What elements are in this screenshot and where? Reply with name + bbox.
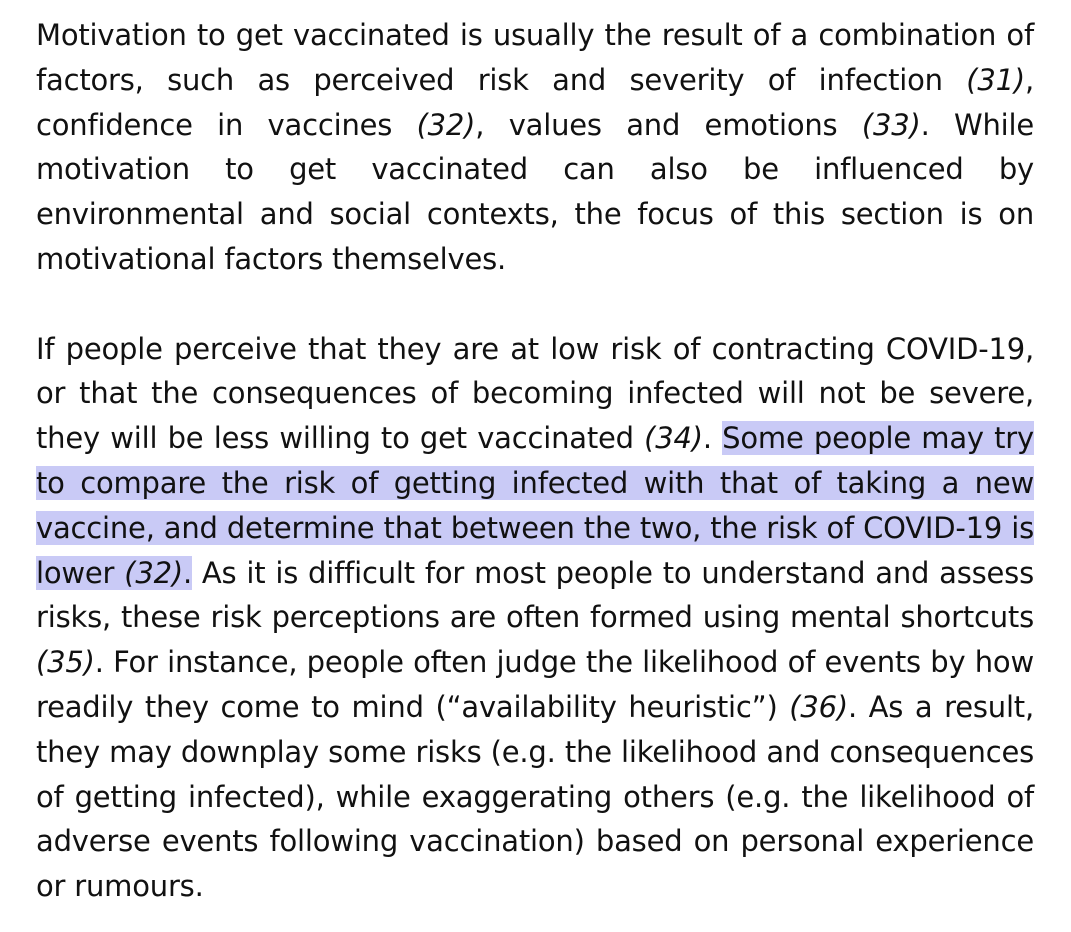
paragraph-text: , values and emotions: [475, 107, 862, 142]
citation-32: (32): [416, 107, 476, 142]
paragraph-motivation: [36, 13, 1034, 282]
paragraph-text: . For instance, people often judge the likelihood of events by how readily they come to mind (“availability heuristic”): [36, 645, 1034, 724]
paragraph-text: . As a result, they may downplay some risks (e.g. the likelihood and consequences of getting infected), while exaggerating others (e.g. the likelihood of adverse events following vaccination) based on personal experience or rumours.: [36, 689, 1034, 904]
document-body: [36, 13, 1034, 909]
citation-35: (35): [36, 645, 95, 680]
paragraph-text: , confidence in vaccines: [36, 62, 1034, 142]
citation-34: (34): [644, 421, 703, 456]
highlighted-period[interactable]: .: [182, 555, 192, 590]
paragraph-risk-perception: [36, 327, 1034, 909]
paragraph-text: .: [702, 421, 723, 456]
citation-33: (33): [861, 107, 921, 142]
paragraph-text: As it is difficult for most people to understand and assess risks, these risk perceptions are often formed using mental shortcuts: [36, 555, 1034, 635]
citation-31: (31): [966, 62, 1025, 97]
paragraph-text: . While motivation to get vaccinated can also be influenced by environmental and social contexts, the focus of this section is on motivational factors themselves.: [36, 107, 1034, 276]
highlighted-text[interactable]: Some people may try to compare the risk of getting infected with that of taking a new vaccine, and determine that between the two, the risk of COVID-19 is lower: [36, 421, 1034, 590]
paragraph-text: If people perceive that they are at low risk of contracting COVID-19, or that the consequences of becoming infected will not be severe, they will be less willing to get vaccinated: [36, 331, 1034, 456]
citation-32-highlighted[interactable]: (32): [124, 555, 183, 590]
citation-36: (36): [789, 689, 848, 724]
paragraph-text: Motivation to get vaccinated is usually the result of a combination of factors, such as perceived risk and severity of infection: [36, 18, 1034, 97]
